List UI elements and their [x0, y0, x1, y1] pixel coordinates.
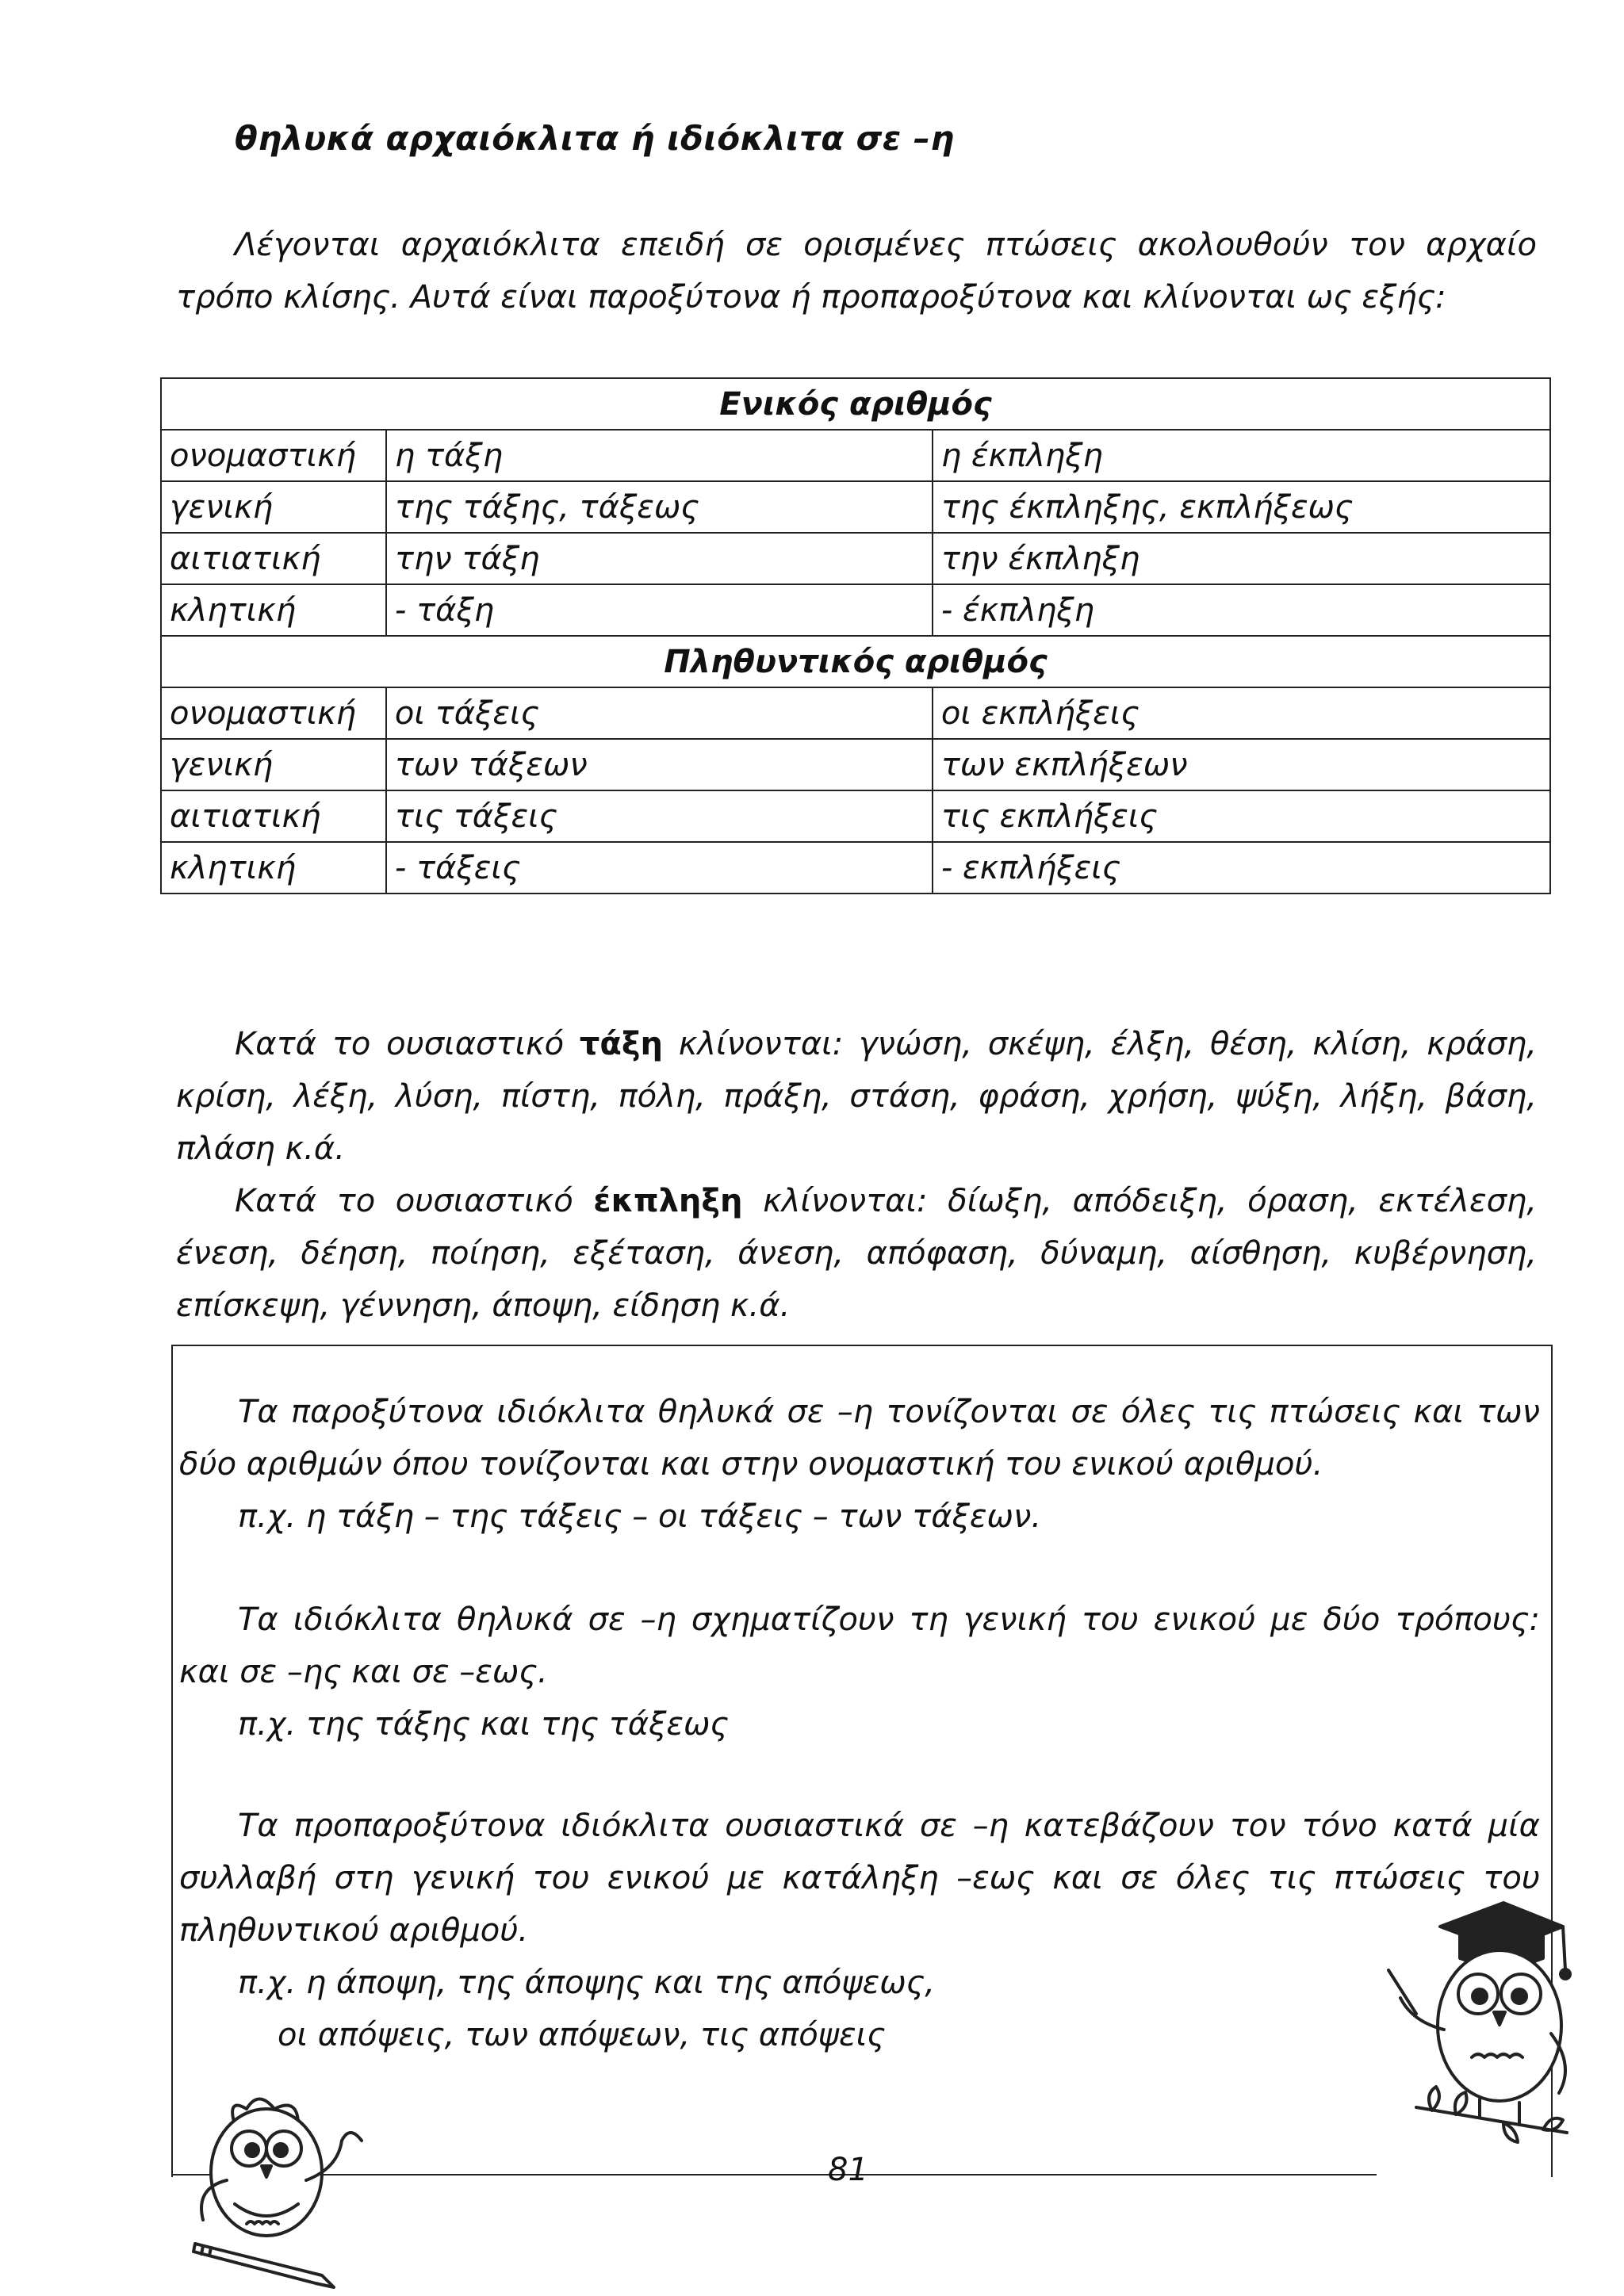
rule-genitive: [179, 1594, 1540, 1751]
singular-header: Ενικός αριθμός: [161, 378, 1550, 430]
form-taxi: των τάξεων: [386, 739, 933, 790]
table-row: [161, 481, 1550, 533]
case-label: ονομαστική: [161, 687, 386, 739]
rule2-text: Τα ιδιόκλιτα θηλυκά σε –η σχηματίζουν τη γενική του ενικού με δύο τρόπους: και σε –ης και σε –εως.: [179, 1601, 1540, 1690]
form-taxi: η τάξη: [386, 430, 933, 481]
table-row: [161, 430, 1550, 481]
case-label: κλητική: [161, 584, 386, 636]
form-taxi: τις τάξεις: [386, 790, 933, 842]
ekplixi-list: κλίνονται: δίωξη, απόδειξη, όραση, εκτέλεση, ένεση, δέηση, ποίηση, εξέταση, άνεση, απόφαση, δύναμη, αίσθηση, κυβέρνηση, επίσκεψη, γέννηση, άποψη, είδηση κ.ά.: [176, 1183, 1537, 1324]
ekplixi-pre: Κατά το ουσιαστικό: [235, 1183, 594, 1219]
intro-text: Λέγονται αρχαιόκλιτα επειδή σε ορισμένες πτώσεις ακολουθούν τον αρχαίο τρόπο κλίσης. Αυτά είναι παροξύτονα ή προπαροξύτονα και κλίνονται ως εξής:: [176, 227, 1537, 316]
taxi-list: κλίνονται: γνώση, σκέψη, έλξη, θέση, κλίση, κράση, κρίση, λέξη, λύση, πίστη, πόλη, πράξη, στάση, φράση, χρήση, ψύξη, λήξη, βάση, πλάση κ.ά.: [176, 1026, 1537, 1167]
case-label: ονομαστική: [161, 430, 386, 481]
form-ekplixi: - έκπληξη: [933, 584, 1550, 636]
form-taxi: την τάξη: [386, 533, 933, 584]
table-row: [161, 584, 1550, 636]
table-row: [161, 842, 1550, 894]
table-header-row: [161, 378, 1550, 430]
section-heading: θηλυκά αρχαιόκλιτα ή ιδιόκλιτα σε –η: [235, 119, 955, 158]
form-ekplixi: οι εκπλήξεις: [933, 687, 1550, 739]
table-header-row: [161, 636, 1550, 687]
form-ekplixi: την έκπληξη: [933, 533, 1550, 584]
rule-paroxytone: [179, 1386, 1540, 1543]
rule1-text: Τα παροξύτονα ιδιόκλιτα θηλυκά σε –η τονίζονται σε όλες τις πτώσεις και των δύο αριθμών όπου τονίζονται και στην ονομαστική του ενικού αριθμού.: [179, 1394, 1540, 1483]
form-ekplixi: τις εκπλήξεις: [933, 790, 1550, 842]
rule3-example-1: π.χ. η άποψη, της άποψης και της απόψεως,: [238, 1965, 935, 2001]
case-label: γενική: [161, 739, 386, 790]
taxi-pre: Κατά το ουσιαστικό: [235, 1026, 580, 1062]
plural-header: Πληθυντικός αριθμός: [161, 636, 1550, 687]
rule-proparoxytone: [179, 1800, 1540, 2061]
form-ekplixi: η έκπληξη: [933, 430, 1550, 481]
case-label: αιτιατική: [161, 533, 386, 584]
form-taxi: της τάξης, τάξεως: [386, 481, 933, 533]
rule2-example: π.χ. της τάξης και της τάξεως: [238, 1706, 729, 1743]
case-label: κλητική: [161, 842, 386, 894]
taxi-words-paragraph: [176, 1018, 1537, 1175]
rule3-example-2: οι απόψεις, των απόψεων, τις απόψεις: [278, 2017, 886, 2053]
table-row: [161, 739, 1550, 790]
case-label: αιτιατική: [161, 790, 386, 842]
ekplixi-keyword: έκπληξη: [593, 1183, 743, 1219]
owl-with-graduation-cap-icon: [1385, 1895, 1575, 2149]
rule1-example: π.χ. η τάξη – της τάξεις – οι τάξεις – των τάξεων.: [238, 1498, 1042, 1535]
case-label: γενική: [161, 481, 386, 533]
owl-with-pencil-icon: [179, 2093, 385, 2291]
form-taxi: - τάξη: [386, 584, 933, 636]
taxi-keyword: τάξη: [579, 1026, 663, 1062]
declension-table: [160, 377, 1551, 894]
table-row: [161, 790, 1550, 842]
table-row: [161, 687, 1550, 739]
page-number: 81: [828, 2152, 868, 2188]
form-ekplixi: - εκπλήξεις: [933, 842, 1550, 894]
form-taxi: - τάξεις: [386, 842, 933, 894]
table-row: [161, 533, 1550, 584]
ekplixi-words-paragraph: [176, 1175, 1537, 1332]
rule3-text: Τα προπαροξύτονα ιδιόκλιτα ουσιαστικά σε –η κατεβάζουν τον τόνο κατά μία συλλαβή στη γενική του ενικού με κατάληξη –εως και σε όλες τις πτώσεις του πληθυντικού αριθμού.: [179, 1808, 1540, 1949]
intro-paragraph: [176, 219, 1537, 323]
form-ekplixi: της έκπληξης, εκπλήξεως: [933, 481, 1550, 533]
form-taxi: οι τάξεις: [386, 687, 933, 739]
form-ekplixi: των εκπλήξεων: [933, 739, 1550, 790]
